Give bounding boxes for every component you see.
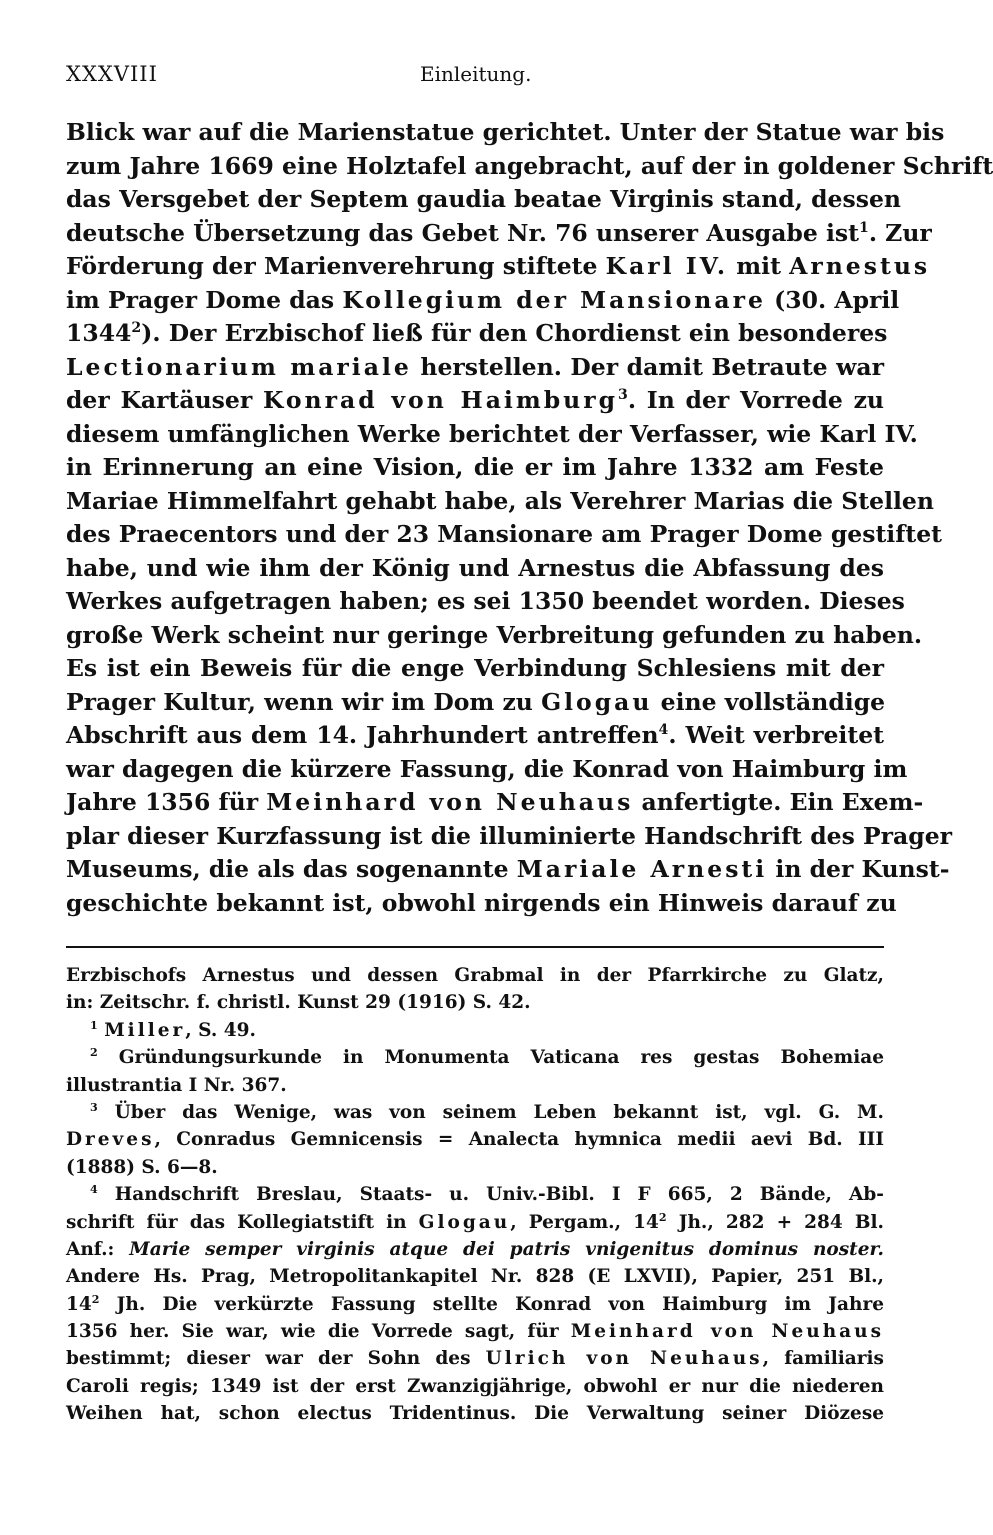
- spaced-name: Karl IV.: [605, 252, 729, 280]
- footnote-mark: 4: [90, 1182, 98, 1196]
- footnote-mark: 2: [90, 1046, 98, 1060]
- footnote-line: in: Zeitschr. f. christl. Kunst 29 (1916) S. 42.: [66, 992, 531, 1014]
- text-line: Lectionarium mariale herstellen. Der damit Betraute war: [66, 352, 884, 381]
- footnote-1: $^1$ Miller, S. 49.: [90, 1018, 256, 1041]
- footnote-line: schrift für das Kollegiatstift in Glogau, Pergam., $14^2$ Jh., 282 + 284 Bl.: [66, 1210, 884, 1233]
- spaced-name: Meinhard von Neuhaus: [266, 788, 634, 816]
- footnote-line: illustrantia I Nr. 367.: [66, 1074, 287, 1096]
- footnote-line: Andere Hs. Prag, Metropolitankapitel Nr. 828 (E LXVII), Papier, 251 Bl.,: [66, 1266, 884, 1288]
- text-line: diesem umfänglichen Werke berichtet der Verfasser, wie Karl IV.: [66, 419, 918, 448]
- text-line: Werkes aufgetragen haben; es sei 1350 beendet worden. Dieses: [66, 587, 905, 615]
- footnote-line: $14^2$ Jh. Die verkürzte Fassung stellte Konrad von Haimburg im Jahre: [66, 1292, 884, 1315]
- footnotes: [66, 962, 884, 1428]
- footnote-mark: 1: [90, 1018, 98, 1032]
- spaced-term: Mariale Arnesti: [516, 855, 768, 883]
- text-line: geschichte bekannt ist, obwohl nirgends ein Hinweis darauf zu: [66, 888, 897, 917]
- footnote-line: (1888) S. 6—8.: [66, 1156, 218, 1178]
- footnote-ref: 3: [618, 387, 628, 404]
- footnote-2: $^2$ Gründungsurkunde in Monumenta Vaticana res gestas Bohemiae: [90, 1046, 884, 1069]
- text-line: deutsche Übersetzung das Gebet Nr. 76 unserer Ausgabe ist$^1$. Zur: [66, 218, 932, 247]
- footnote-ref: 1: [859, 219, 869, 236]
- page-header: [66, 62, 884, 94]
- text-line: Förderung der Marienverehrung stiftete Karl IV. mit Arnestus: [66, 252, 931, 280]
- text-line: Jahre 1356 für Meinhard von Neuhaus anfertigte. Ein Exem-: [66, 788, 924, 816]
- text-line: Abschrift aus dem 14. Jahrhundert antreffen$^4$. Weit verbreitet: [66, 721, 885, 749]
- spaced-name: Glogau: [541, 687, 653, 716]
- incipit-quote: Marie semper virginis atque dei patris vnigenitus dominus noster.: [129, 1238, 884, 1260]
- book-page: [66, 0, 993, 1535]
- footnote-line: 1356 her. Sie war, wie die Vorrede sagt, für Meinhard von Neuhaus: [66, 1321, 884, 1343]
- footnote-ref: 2: [131, 320, 142, 337]
- footnote-line: Weihen hat, schon electus Tridentinus. Die Verwaltung seiner Diözese: [66, 1403, 884, 1425]
- footnote-ref: 4: [658, 722, 669, 739]
- page-number: XXXVIII: [66, 62, 158, 86]
- text-line: habe, und wie ihm der König und Arnestus die Abfassung des: [66, 553, 884, 582]
- text-line: im Prager Dome das Kollegium der Mansionare (30. April: [66, 285, 900, 314]
- text-line: das Versgebet der Septem gaudia beatae Virginis stand, dessen: [66, 185, 901, 213]
- text-line: in Erinnerung an eine Vision, die er im Jahre 1332 am Feste: [66, 453, 884, 481]
- spaced-name: Arnestus: [789, 252, 931, 280]
- text-line: plar dieser Kurzfassung ist die illuminierte Handschrift des Prager: [66, 821, 953, 850]
- spaced-term: Kollegium der Mansionare: [342, 285, 766, 314]
- text-line: Prager Kultur, wenn wir im Dom zu Glogau eine vollständige: [66, 687, 886, 716]
- footnote-line: bestimmt; dieser war der Sohn des Ulrich von Neuhaus, familiaris: [66, 1348, 884, 1370]
- text-line: des Praecentors und der 23 Mansionare am Prager Dome gestiftet: [66, 520, 943, 548]
- main-text: [66, 116, 993, 920]
- text-line: der Kartäuser Konrad von Haimburg$^3$. In der Vorrede zu: [66, 386, 884, 414]
- footnote-mark: 3: [90, 1100, 98, 1114]
- text-line: große Werk scheint nur geringe Verbreitung gefunden zu haben.: [66, 620, 923, 649]
- footnote-line: Erzbischofs Arnestus und dessen Grabmal in der Pfarrkirche zu Glatz,: [66, 965, 884, 986]
- running-title: Einleitung.: [420, 62, 532, 86]
- footnote-3: $^3$ Über das Wenige, was von seinem Leben bekannt ist, vgl. G. M.: [90, 1100, 884, 1123]
- footnote-divider: [66, 946, 884, 948]
- footnote-4: $^4$ Handschrift Breslau, Staats- u. Univ.-Bibl. I F 665, 2 Bände, Ab-: [90, 1182, 884, 1206]
- text-line: war dagegen die kürzere Fassung, die Konrad von Haimburg im: [66, 754, 908, 783]
- text-line: Blick war auf die Marienstatue gerichtet. Unter der Statue war bis: [66, 118, 945, 146]
- text-line: Mariae Himmelfahrt gehabt habe, als Verehrer Marias die Stellen: [66, 486, 934, 515]
- text-line: Museums, die als das sogenannte Mariale Arnesti in der Kunst-: [66, 855, 950, 883]
- footnote-line: Caroli regis; 1349 ist der erst Zwanzigjährige, obwohl er nur die niederen: [66, 1375, 884, 1397]
- footnote-line: Dreves, Conradus Gemnicensis = Analecta hymnica medii aevi Bd. III: [66, 1129, 884, 1151]
- footnote-line: Anf.: Marie semper virginis atque dei patris vnigenitus dominus noster.: [66, 1238, 884, 1260]
- text-line: zum Jahre 1669 eine Holztafel angebracht, auf der in goldener Schrift: [66, 151, 993, 180]
- text-line: Es ist ein Beweis für die enge Verbindung Schlesiens mit der: [66, 654, 884, 682]
- text-line: 1344$^2$). Der Erzbischof ließ für den Chordienst ein besonderes: [66, 319, 888, 347]
- spaced-term: Lectionarium mariale: [66, 352, 412, 381]
- spaced-name: Konrad von Haimburg: [262, 386, 619, 414]
